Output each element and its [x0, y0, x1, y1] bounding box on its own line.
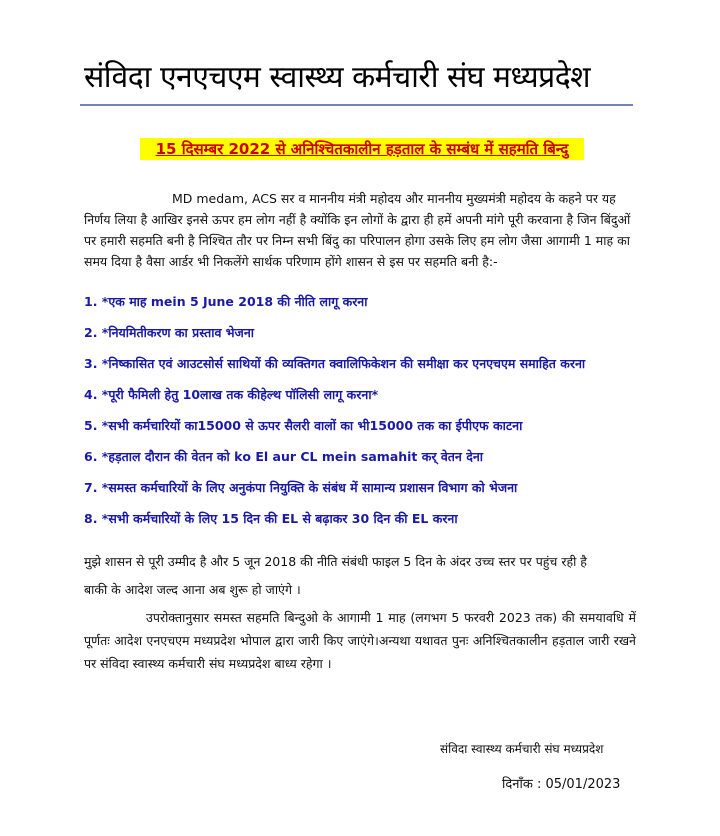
subject-heading: 15 दिसम्बर 2022 से अनिश्चितकालीन हड़ताल के सम्बंध में सहमति बिन्दु	[140, 138, 584, 160]
agreement-point: 8. *सभी कर्मचारियों के लिए 15 दिन की EL से बढ़ाकर 30 दिन की EL करना	[84, 511, 458, 526]
orders-line: बाकी के आदेश जल्द आना अब शुरू हो जाएंगे ।	[84, 582, 301, 597]
agreement-point: 3. *निष्कासित एवं आउटसोर्स साथियों की व्यक्तिगत क्वालिफिकेशन की समीक्षा कर एनएचएम समाहित करना	[84, 356, 586, 371]
title-underline	[80, 104, 633, 106]
agreement-points-list	[84, 292, 644, 540]
agreement-point: 6. *हड़ताल दौरान की वेतन को kо El aur CL mein samahit कर् वेतन देना	[84, 449, 484, 464]
agreement-point: 2. *नियमितीकरण का प्रस्ताव भेजना	[84, 325, 255, 340]
document-date: दिनाँक : 05/01/2023	[502, 777, 621, 792]
agreement-point: 5. *सभी कर्मचारियों का15000 से ऊपर सैलरी वालों का भी15000 तक का ईपीएफ काटना	[84, 418, 523, 433]
signature-block: संविदा स्वास्थ्य कर्मचारी संघ मध्यप्रदेश	[440, 742, 604, 756]
agreement-point: 7. *समस्त कर्मचारियों के लिए अनुकंपा नियुक्ति के संबंध में सामान्य प्रशासन विभाग को भेजना	[84, 480, 518, 495]
document-title: संविदा एनएचएम स्वास्थ्य कर्मचारी संघ मध्यप्रदेश	[84, 60, 591, 95]
agreement-point: 4. *पूरी फैमिली हेतु 10लाख तक कीहेल्थ पॉलिसी लागू करना*	[84, 387, 379, 402]
agreement-point: 1. *एक माह mein 5 June 2018 की नीति लागू करना	[84, 294, 368, 309]
expectation-line: मुझे शासन से पूरी उम्मीद है और 5 जून 2018 की नीति संबंधी फाइल 5 दिन के अंदर उच्च स्तर पर पहुंच रही है	[84, 554, 587, 569]
intro-paragraph: MD medam, ACS सर व माननीय मंत्री महोदय और माननीय मुख्यमंत्री महोदय के कहने पर यह निर्णय लिया है आखिर इनसे ऊपर हम लोग नहीं है क्योंकि इन लोगों के द्वारा ही हमें अपनी मांगे पूरी करवाना है जिन बिंदुओं पर हमारी सहमति बनी है निश्चित तौर पर निम्न सभी बिंदु का परिपालन होगा उसके लिए हम लोग जैसा आगामी 1 माह का समय दिया है वैसा आर्डर भी निकलेंगे सार्थक परिणाम होंगे शासन से इस पर सहमति बनी है:-	[84, 191, 631, 269]
closing-paragraph: उपरोक्तानुसार समस्त सहमति बिन्दुओ के आगामी 1 माह (लगभग 5 फरवरी 2023 तक) की समयावधि में पूर्णतः आदेश एनएचएम मध्यप्रदेश भोपाल द्वारा जारी किए जाएंगे।अन्यथा यथावत पुनः अनिश्चितकालीन हड़ताल जारी रखने पर संविदा स्वास्थ्य कर्मचारी संघ मध्यप्रदेश बाध्य रहेगा ।	[84, 610, 636, 671]
